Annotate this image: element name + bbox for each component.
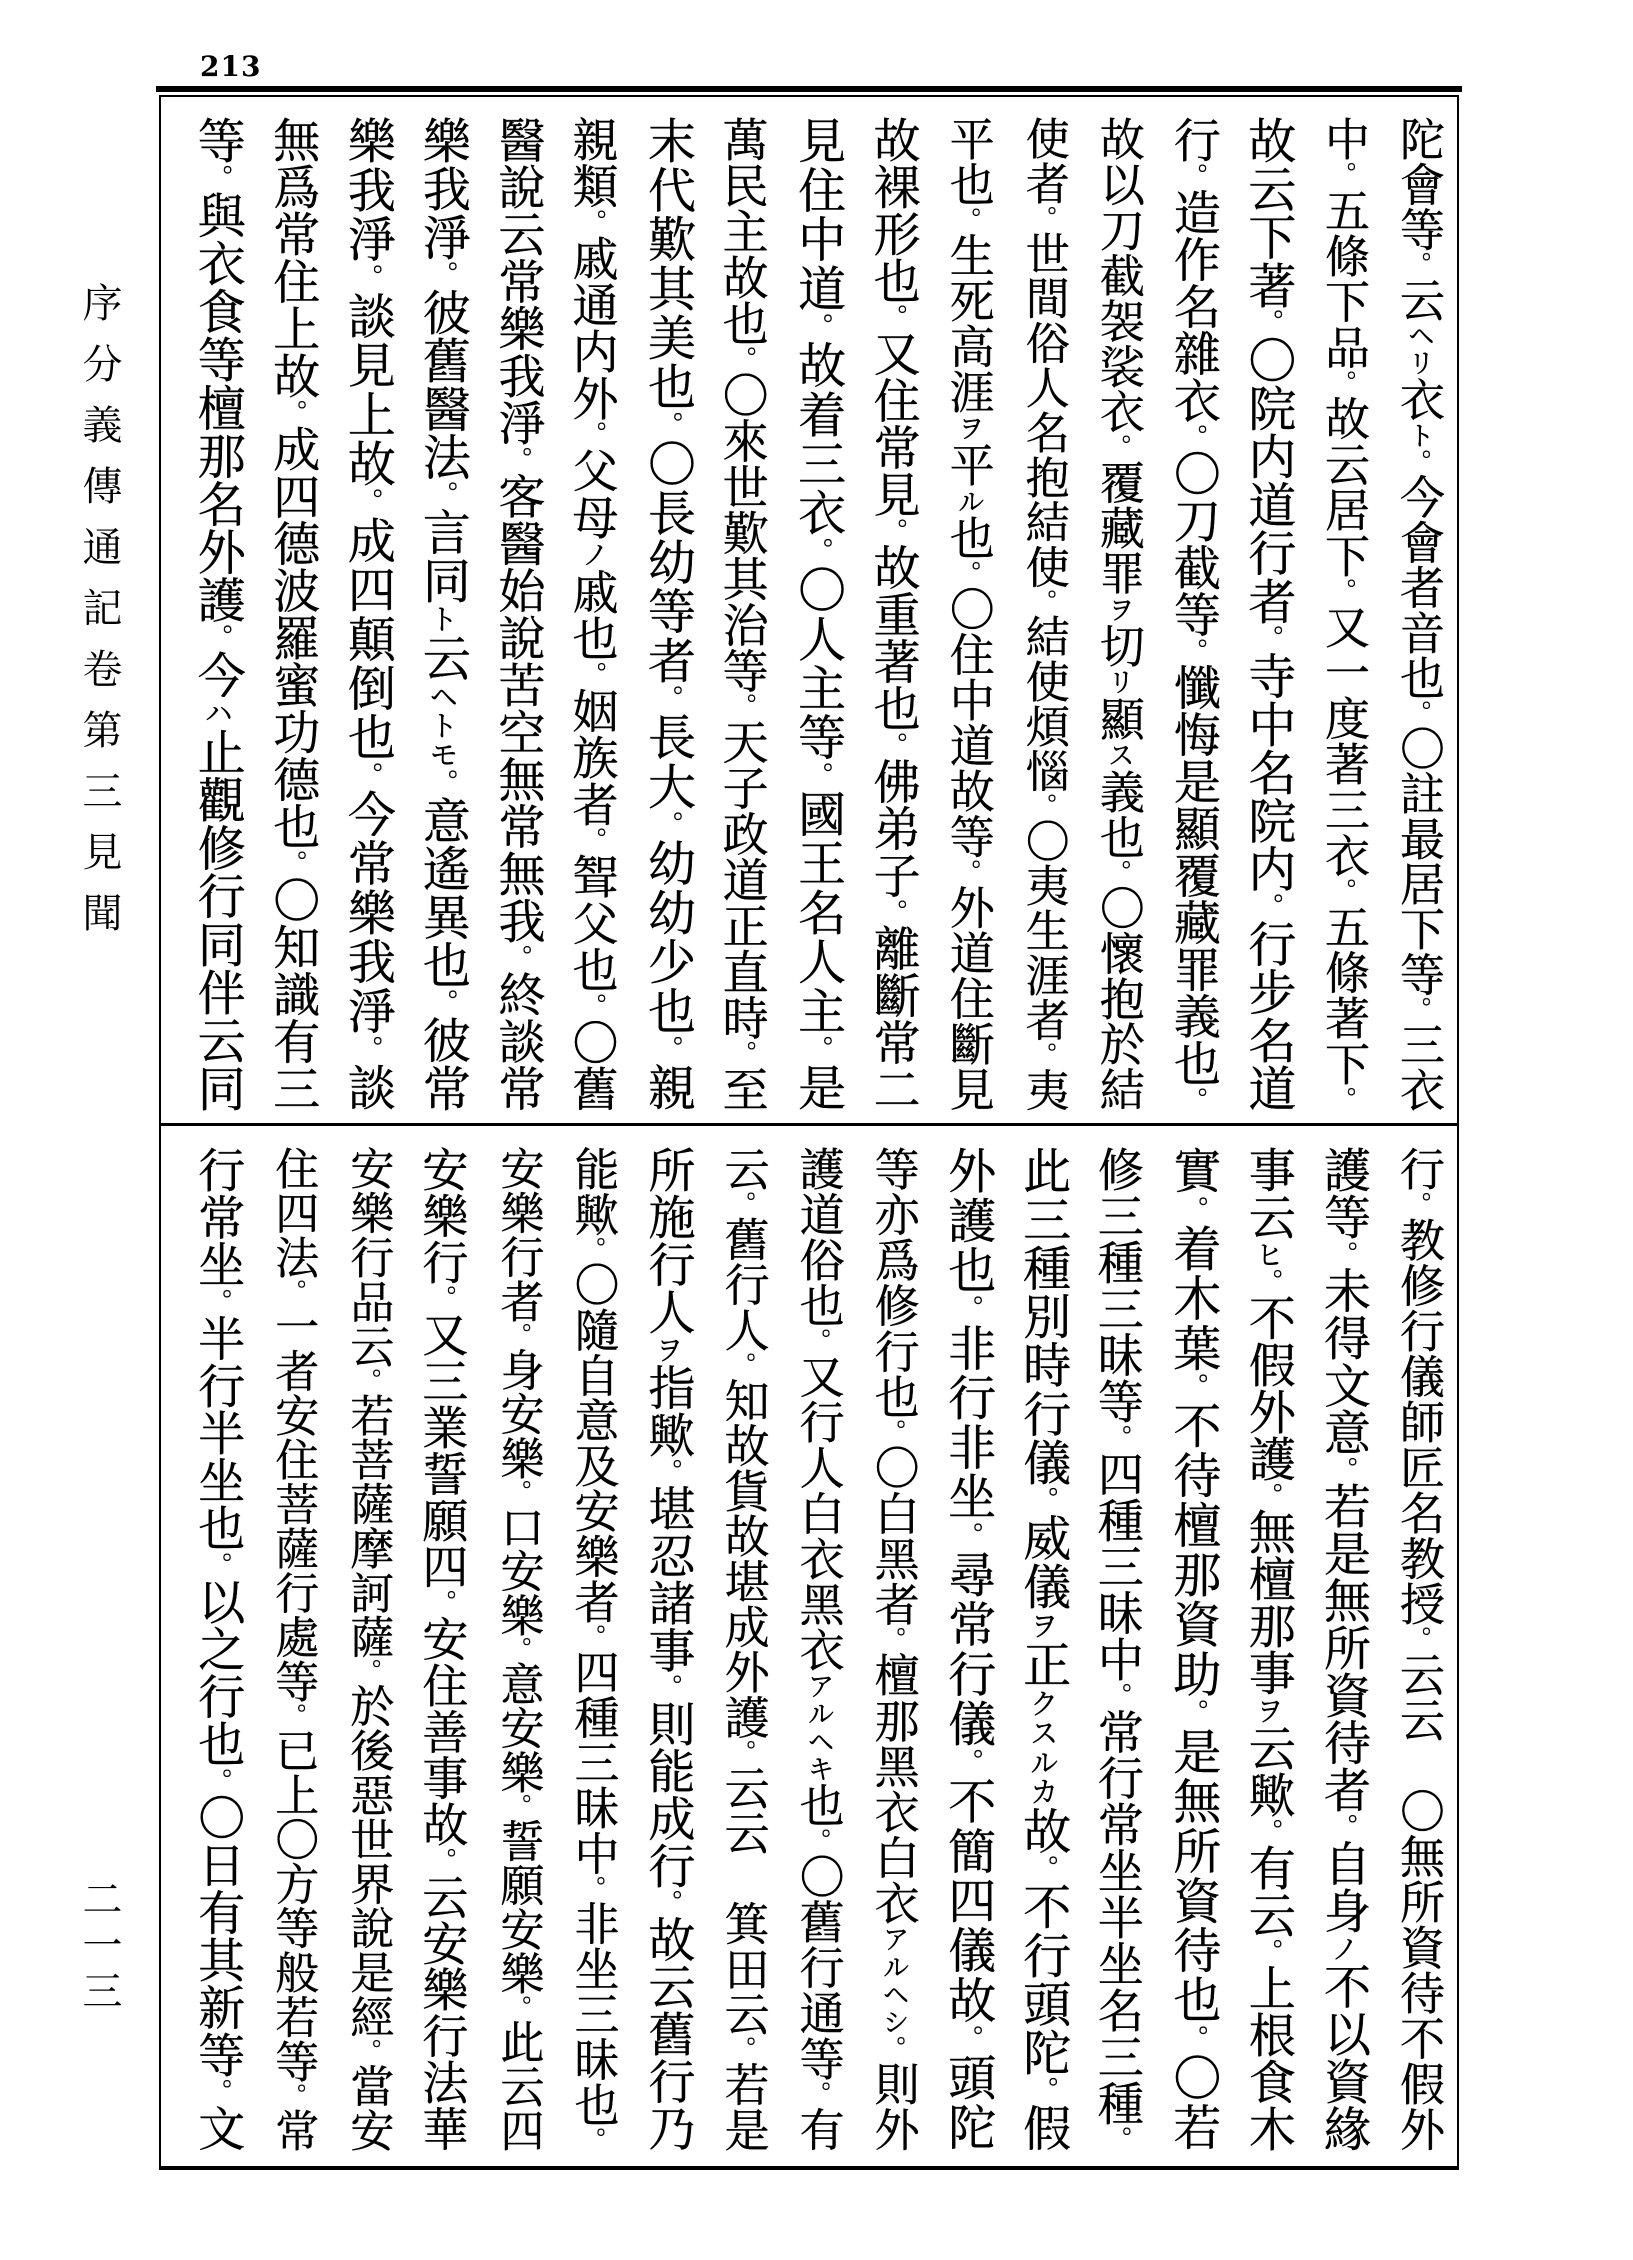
column-text: 等。與衣食等檀那名外護。今ハ止觀修行同伴云同	[189, 116, 246, 1113]
text-column	[931, 1146, 1006, 2154]
text-column	[555, 116, 630, 1114]
text-column	[1081, 116, 1156, 1114]
text-column	[1381, 116, 1456, 1114]
text-column	[630, 116, 705, 1114]
column-text: 醫說云常樂我淨。客醫始說苦空無常無我。終談常	[490, 116, 546, 1113]
column-text: 所施行人ヲ指歟。堪忍諸事。則能成行。故云舊行乃	[640, 1146, 696, 2153]
text-column	[781, 116, 856, 1114]
column-text: 住四法。一者安住菩薩行處等。已上〇方等般若等。常	[267, 1146, 319, 2153]
column-text: 無爲常住上故。成四德波羅蜜功德也。〇知識有三	[265, 116, 321, 1113]
column-text: 故云下著。〇院内道行者。寺中名院内。行步名道	[1239, 116, 1296, 1113]
text-column	[1306, 1146, 1381, 2154]
text-column	[856, 116, 931, 1114]
text-column	[1006, 1146, 1081, 2154]
column-text: 樂我淨。談見上故。成四顛倒也。今常樂我淨。談	[339, 116, 396, 1113]
text-column	[330, 1146, 405, 2154]
running-title: 序分義傳通記卷第三見聞	[76, 282, 122, 953]
text-column	[1381, 1146, 1456, 2154]
text-column	[856, 1146, 931, 2154]
text-column	[405, 116, 480, 1114]
text-column	[1081, 1146, 1156, 2154]
column-text: 修三種三昧等。四種三昧中。常行常坐半坐名三種。	[1090, 1146, 1145, 2152]
text-column	[1156, 116, 1231, 1114]
text-column	[480, 116, 555, 1114]
text-column	[706, 116, 781, 1114]
page-number: 213	[200, 50, 262, 83]
section-divider	[160, 1123, 1458, 1126]
text-column	[405, 1146, 480, 2154]
column-text: 護道俗也。又行人白衣黑衣アルヘキ也。〇舊行通等。有	[791, 1146, 845, 2153]
text-column	[1156, 1146, 1231, 2154]
column-text: 故以刀截袈裟衣。覆藏罪ヲ切リ顯ス義也。〇懷抱於結	[1091, 116, 1145, 1112]
column-text: 安樂行。又三業誓願四。安住善事故。云安樂行法華	[415, 1146, 470, 2152]
text-column	[1231, 1146, 1306, 2154]
text-column	[180, 116, 255, 1114]
column-text: 等亦爲修行也。〇白黑者。檀那黑衣白衣アルヘシ。則外	[866, 1146, 920, 2153]
column-text: 親類。戚通内外。父母ノ戚也。姻族者。聟父也。〇舊	[565, 116, 620, 1113]
column-text: 安樂行者。身安樂。口安樂。意安樂。誓願安樂。此云四	[492, 1146, 544, 2153]
folio-number: 二一三	[76, 1878, 122, 2016]
column-text: 使者。世間俗人名抱結使。結使煩惱。〇夷生涯者。夷	[1017, 116, 1069, 1113]
column-text: 故裸形也。又住常見。故重著也。佛弟子。離斷常二	[865, 116, 921, 1113]
column-text: 行。教修行儀師匠名教授。云云 〇無所資待不假外	[1392, 1146, 1445, 2152]
text-column	[180, 1146, 255, 2154]
text-column	[555, 1146, 630, 2154]
column-text: 見住中道。故着三衣。〇人主等。國王名人主。是	[789, 116, 846, 1113]
text-column	[781, 1146, 856, 2154]
text-column	[706, 1146, 781, 2154]
column-text: 此三種別時行儀。威儀ヲ正クスルカ故。不行頭陀。假	[1014, 1146, 1071, 2153]
text-column	[330, 116, 405, 1114]
column-text: 萬民主故也。〇來世歎其治等。天子政道正直時。至	[715, 116, 770, 1113]
column-text: 實。着木葉。不待檀那資助。是無所資待也。〇若	[1164, 1146, 1221, 2153]
text-column	[931, 116, 1006, 1114]
text-column	[255, 116, 330, 1114]
frame-top-rule	[156, 86, 1462, 92]
column-text: 云。舊行人。知故貨故堪成外護。云云 箕田云。若是	[716, 1146, 770, 2153]
text-column	[1231, 116, 1306, 1114]
column-text: 能歟。〇隨自意及安樂者。四種三昧中。非坐三昧也。	[566, 1146, 620, 2153]
column-text: 平也。生死高涯ヲ平ル也。〇住中道故等。外道住斷見	[941, 116, 995, 1112]
text-column	[630, 1146, 705, 2154]
column-text: 事云ヒ。不假外護。無檀那事ヲ云歟。有云。上根食木	[1240, 1146, 1296, 2153]
text-column	[255, 1146, 330, 2154]
lower-section	[180, 1146, 1456, 2154]
column-text: 行。造作名雜衣。〇刀截等。懺悔是顯覆藏罪義也。	[1165, 116, 1221, 1113]
upper-section	[180, 116, 1456, 1114]
column-text: 中。五條下品。故云居下。又一度著三衣。五條著下。	[1316, 116, 1370, 1112]
column-text: 末代歎其美也。〇長幼等者。長大。幼幼少也。親	[639, 116, 696, 1113]
column-text: 護等。未得文意。若是無所資待者。自身ノ不以資緣	[1315, 1146, 1371, 2153]
column-text: 陀會等。云ヘリ衣ト。今會者音也。〇註最居下等。三衣	[1392, 116, 1445, 1113]
column-text: 安樂行品云。若菩薩摩訶薩。於後惡世界說是經。當安	[342, 1146, 394, 2153]
text-column	[480, 1146, 555, 2154]
column-text: 行常坐。半行半坐也。以之行也。〇日有其新等。文	[190, 1146, 246, 2153]
column-text: 外護也。非行非坐。尋常行儀。不簡四儀故。頭陀	[939, 1146, 996, 2153]
column-text: 樂我淨。彼舊醫法。言同ト云ヘトモ。意遙異也。彼常	[414, 116, 471, 1112]
text-column	[1306, 116, 1381, 1114]
text-column	[1006, 116, 1081, 1114]
